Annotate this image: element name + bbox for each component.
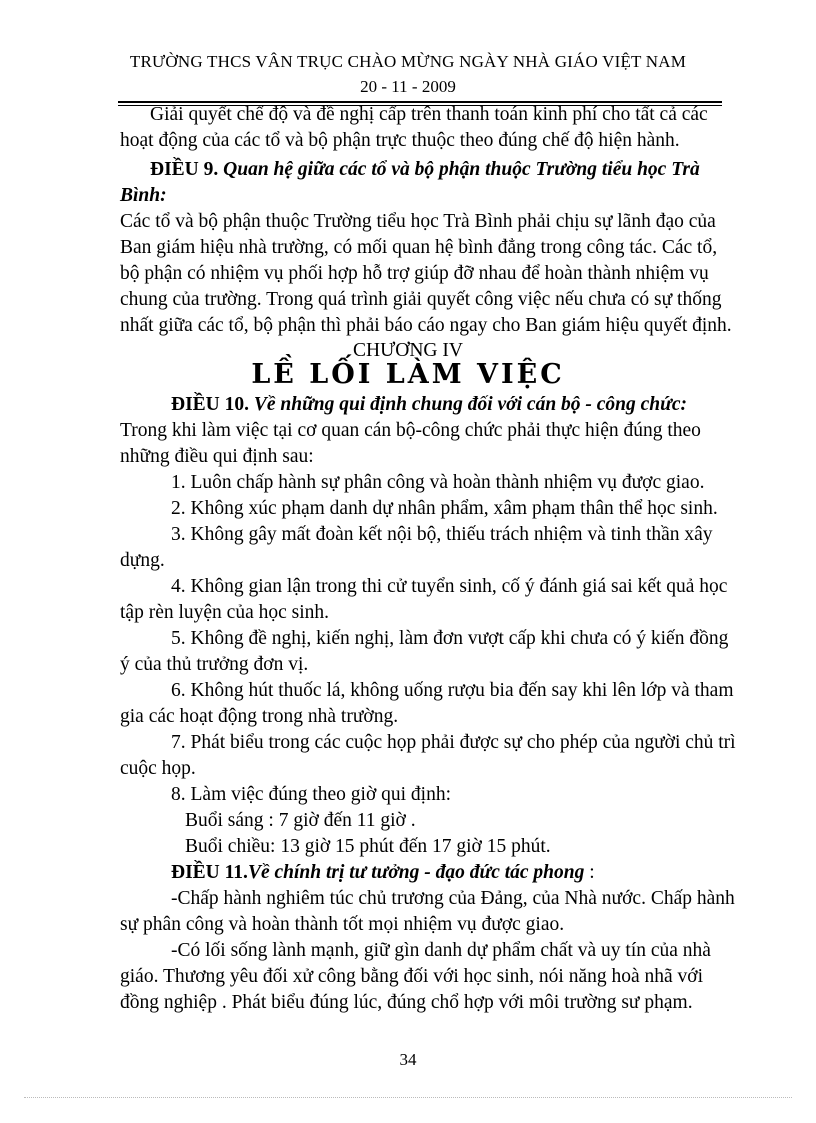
article-11-label: ĐIỀU 11. [171,862,248,883]
paragraph-line: Các tổ và bộ phận thuộc Trường tiểu học Trà Bình phải chịu sự lãnh đạo của [120,211,716,232]
paragraph-line: hoạt động của các tổ và bộ phận trực thuộc theo đúng chế độ hiện hành. [120,130,680,151]
header-date: 20 - 11 - 2009 [360,77,456,96]
article-10-title: Về những qui định chung đối với cán bộ - công chức: [253,394,687,415]
article-11-title: Về chính trị tư tưởng - đạo đức tác phong [247,862,585,883]
footer-dotted-line [24,1097,792,1098]
paragraph-line: -Chấp hành nghiêm túc chủ trương của Đảng, của Nhà nước. Chấp hành [171,888,735,909]
chapter-label: CHƯƠNG IV [353,340,463,361]
list-item: 2. Không xúc phạm danh dự nhân phẩm, xâm phạm thân thể học sinh. [171,498,718,519]
list-item-cont: tập rèn luyện của học sinh. [120,602,330,623]
article-10-heading [171,392,721,418]
schedule-morning: Buổi sáng : 7 giờ đến 11 giờ . [185,810,416,831]
paragraph-line: nhất giữa các tổ, bộ phận thì phải báo cáo ngay cho Ban giám hiệu quyết định. [120,315,732,336]
list-item: 1. Luôn chấp hành sự phân công và hoàn thành nhiệm vụ được giao. [171,472,705,493]
list-item: 4. Không gian lận trong thi cử tuyển sinh, cố ý đánh giá sai kết quả học [171,576,728,597]
paragraph-line: Trong khi làm việc tại cơ quan cán bộ-công chức phải thực hiện đúng theo [120,420,701,441]
article-9-title-cont: Bình: [120,185,167,206]
paragraph-line: -Có lối sống lành mạnh, giữ gìn danh dự phẩm chất và uy tín của nhà [171,940,711,961]
list-item: 8. Làm việc đúng theo giờ qui định: [171,784,452,805]
list-item: 6. Không hút thuốc lá, không uống rượu bia đến say khi lên lớp và tham [171,680,734,701]
article-10-label: ĐIỀU 10. [171,394,250,415]
paragraph-line: những điều qui định sau: [120,446,314,467]
paragraph-line: chung của trường. Trong quá trình giải quyết công việc nếu chưa có sự thống [120,289,722,310]
article-11-colon: : [584,862,595,883]
schedule-afternoon: Buổi chiều: 13 giờ 15 phút đến 17 giờ 15 phút. [185,836,551,857]
list-item: 7. Phát biểu trong các cuộc họp phải được sự cho phép của người chủ trì [171,732,736,753]
paragraph-line: sự phân công và hoàn thành tốt mọi nhiệm vụ được giao. [120,914,565,935]
page-number: 34 [399,1050,417,1069]
paragraph-line: bộ phận có nhiệm vụ phối hợp hỗ trợ giúp đỡ nhau để hoàn thành nhiệm vụ [120,263,709,284]
paragraph-line: Giải quyết chế độ và đề nghị cấp trên thanh toán kinh phí cho tất cả các [150,104,708,125]
paragraph-line: giáo. Thương yêu đối xử công bằng đối với học sinh, nói năng hoà nhã với [120,966,704,987]
chapter-title: LỀ LỐI LÀM VIỆC [251,359,565,390]
article-9-heading [150,157,720,183]
list-item: 3. Không gây mất đoàn kết nội bộ, thiếu trách nhiệm và tinh thần xây [171,524,713,545]
article-9-label: ĐIỀU 9. [150,159,219,180]
article-9-title: Quan hệ giữa các tổ và bộ phận thuộc Trường tiểu học Trà [223,159,700,180]
list-item-cont: dựng. [120,550,165,571]
school-header: TRƯỜNG THCS VÂN TRỤC CHÀO MỪNG NGÀY NHÀ GIÁO VIỆT NAM [129,52,687,71]
paragraph-line: Ban giám hiệu nhà trường, có mối quan hệ bình đẳng trong công tác. Các tổ, [120,237,718,258]
list-item-cont: cuộc họp. [120,758,196,779]
list-item: 5. Không đề nghị, kiến nghị, làm đơn vượt cấp khi chưa có ý kiến đồng [171,628,729,649]
list-item-cont: ý của thủ trưởng đơn vị. [120,654,309,675]
article-11-heading [171,860,721,886]
paragraph-line: đồng nghiệp . Phát biểu đúng lúc, đúng chổ hợp với môi trường sư phạm. [120,992,693,1013]
list-item-cont: gia các hoạt động trong nhà trường. [120,706,399,727]
